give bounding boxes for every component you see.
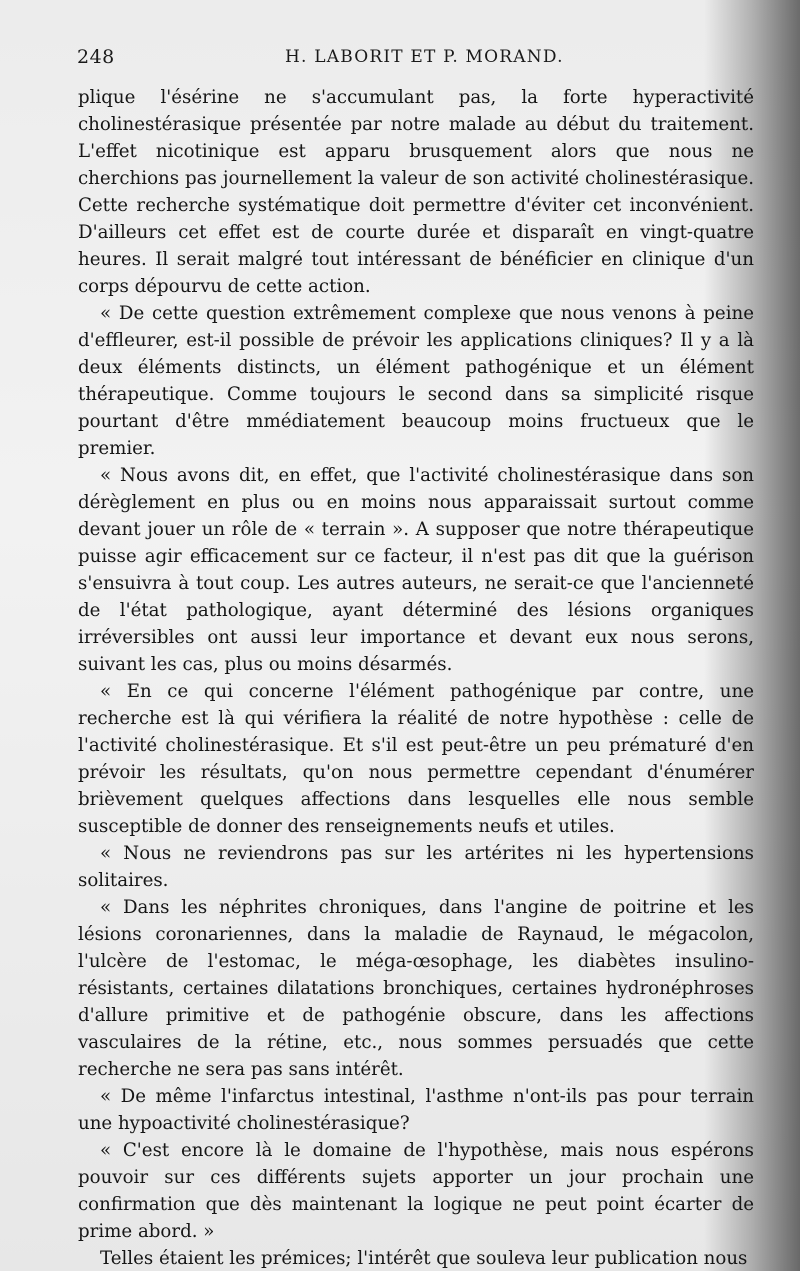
paragraph: « En ce qui concerne l'élément pathogénique par contre, une recherche est là qui vérifiera la réalité de notre hypothèse : celle de l'activité cholinestérasique. Et s'il est peut-être un peu prématuré d'en prévoir les résultats, qu'on nous permettre cependant d'énumérer brièvement quelques affections dans lesquelles elle nous semble susceptible de donner des renseignements neufs et utiles. [78, 681, 754, 837]
page-number: 248 [77, 46, 115, 68]
paragraph: « Nous avons dit, en effet, que l'activité cholinestérasique dans son dérèglement en plus ou en moins nous apparaissait surtout comme devant jouer un rôle de « terrain ». A supposer que notre thérapeutique puisse agir efficacement sur ce facteur, il n'est pas dit que la guérison s'ensuivra à tout coup. Les autres auteurs, ne serait-ce que l'ancienneté de l'état pathologique, ayant déterminé des lésions organiques irréversibles ont aussi leur importance et devant eux nous serons, suivant les cas, plus ou moins désarmés. [78, 465, 754, 675]
paragraph: « C'est encore là le domaine de l'hypothèse, mais nous espérons pouvoir sur ces différents sujets apporter un jour prochain une confirmation que dès maintenant la logique ne peut point écarter de prime abord. » [78, 1140, 754, 1242]
paragraph: plique l'ésérine ne s'accumulant pas, la forte hyperactivité cholinestérasique présentée par notre malade au début du traitement. L'effet nicotinique est apparu brusquement alors que nous ne cherchions pas journellement la valeur de son activité cholinestérasique. Cette recherche systématique doit permettre d'éviter cet inconvénient. D'ailleurs cet effet est de courte durée et disparaît en vingt-quatre heures. Il serait malgré tout intéressant de bénéficier en clinique d'un corps dépourvu de cette action. [78, 87, 754, 297]
paragraph: « De même l'infarctus intestinal, l'asthme n'ont-ils pas pour terrain une hypoactivité cholinestérasique? [78, 1086, 754, 1134]
running-head: H. LABORIT ET P. MORAND. [285, 47, 564, 67]
paragraph: « De cette question extrêmement complexe que nous venons à peine d'effleurer, est-il possible de prévoir les applications cliniques? Il y a là deux éléments distincts, un élément pathogénique et un élément thérapeutique. Comme toujours le second dans sa simplicité risque pourtant d'être mmédiatement beaucoup moins fructueux que le premier. [78, 303, 754, 459]
paragraph: Telles étaient les prémices; l'intérêt que souleva leur publication nous [100, 1248, 748, 1269]
body-text [78, 84, 754, 1271]
paragraph: « Dans les néphrites chroniques, dans l'angine de poitrine et les lésions coronariennes, dans la maladie de Raynaud, le mégacolon, l'ulcère de l'estomac, le méga-œsophage, les diabètes insulino-résistants, certaines dilatations bronchiques, certaines hydronéphroses d'allure primitive et de pathogénie obscure, dans les affections vasculaires de la rétine, etc., nous sommes persuadés que cette recherche ne sera pas sans intérêt. [78, 897, 754, 1080]
paragraph: « Nous ne reviendrons pas sur les artérites ni les hypertensions solitaires. [78, 843, 754, 891]
page-header [77, 46, 677, 76]
